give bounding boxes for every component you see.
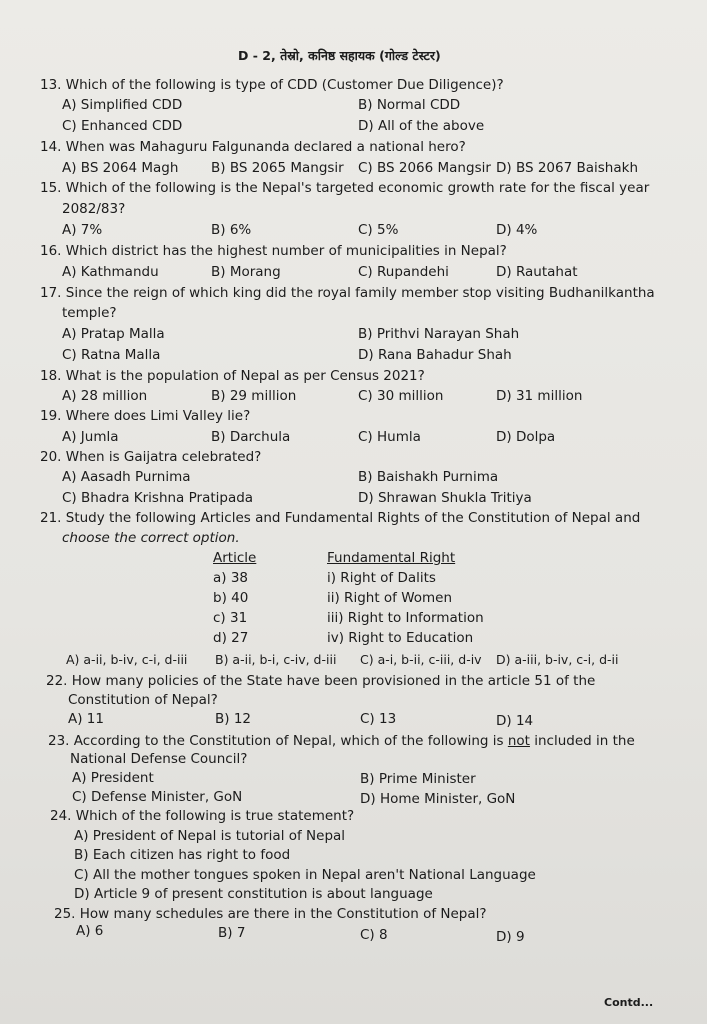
q14-option-b: B) BS 2065 Mangsir [211,160,344,176]
question-23 [48,733,635,749]
page-header: D - 2, तेस्रो, कनिष्ठ सहायक (गोल्ड टेस्टर) [238,48,441,63]
continued-note: Contd... [604,996,654,1009]
question-15: 15. Which of the following is the Nepal's targeted economic growth rate for the fiscal year [40,180,650,196]
q24-option-b: B) Each citizen has right to food [74,847,291,863]
q17-option-d: D) Rana Bahadur Shah [358,347,512,363]
q19-option-c: C) Humla [358,429,421,445]
q16-option-a: A) Kathmandu [62,264,159,280]
question-24: 24. Which of the following is true statement? [50,808,355,824]
question-18: 18. What is the population of Nepal as per Census 2021? [40,368,425,384]
q15-option-d: D) 4% [496,222,538,238]
table-header-article: Article [213,550,257,566]
q16-option-b: B) Morang [211,264,281,280]
q17-option-a: A) Pratap Malla [62,326,165,342]
q14-option-a: A) BS 2064 Magh [62,160,179,176]
question-22: 22. How many policies of the State have been provisioned in the article 51 of the [46,673,596,689]
q17-option-c: C) Ratna Malla [62,347,161,363]
q13-option-d: D) All of the above [358,118,485,134]
table-cell-article: d) 27 [213,630,249,646]
q14-option-c: C) BS 2066 Mangsir [358,160,491,176]
q15-option-a: A) 7% [62,222,103,238]
question-17-cont: temple? [62,305,117,321]
q23-option-d: D) Home Minister, GoN [360,791,516,807]
q21-option-d: D) a-iii, b-iv, c-i, d-ii [496,652,619,667]
question-19: 19. Where does Limi Valley lie? [40,408,251,424]
q18-option-d: D) 31 million [496,388,583,404]
q20-option-d: D) Shrawan Shukla Tritiya [358,490,532,506]
q18-option-a: A) 28 million [62,388,148,404]
table-cell-right: iii) Right to Information [327,610,484,626]
table-cell-article: b) 40 [213,590,249,606]
q13-option-a: A) Simplified CDD [62,97,183,113]
table-cell-article: a) 38 [213,570,249,586]
q24-option-a: A) President of Nepal is tutorial of Nepal [74,828,346,844]
question-23-not: not [507,733,530,749]
q22-option-d: D) 14 [496,713,534,729]
q19-option-a: A) Jumla [62,429,119,445]
q18-option-b: B) 29 million [211,388,297,404]
question-23-cont: National Defense Council? [70,751,248,767]
question-25: 25. How many schedules are there in the Constitution of Nepal? [54,906,487,922]
q18-option-c: C) 30 million [358,388,444,404]
q14-option-d: D) BS 2067 Baishakh [496,160,639,176]
table-cell-right: iv) Right to Education [327,630,474,646]
question-22-cont: Constitution of Nepal? [68,692,218,708]
q20-option-c: C) Bhadra Krishna Pratipada [62,490,254,506]
question-23-text-a: 23. According to the Constitution of Nepal, which of the following is [48,733,504,749]
question-20: 20. When is Gaijatra celebrated? [40,449,262,465]
question-13: 13. Which of the following is type of CDD (Customer Due Diligence)? [40,77,504,93]
table-cell-article: c) 31 [213,610,248,626]
q25-option-b: B) 7 [218,925,246,941]
question-23-text-b: included in the [534,733,635,749]
q13-option-c: C) Enhanced CDD [62,118,183,134]
q21-option-a: A) a-ii, b-iv, c-i, d-iii [66,652,188,667]
q23-option-b: B) Prime Minister [360,771,476,787]
q22-option-b: B) 12 [215,711,251,727]
q22-option-a: A) 11 [68,711,104,727]
q13-option-b: B) Normal CDD [358,97,461,113]
q19-option-b: B) Darchula [211,429,291,445]
question-21-cont: choose the correct option. [62,530,240,546]
q25-option-a: A) 6 [76,923,104,939]
q22-option-c: C) 13 [360,711,397,727]
question-21: 21. Study the following Articles and Fundamental Rights of the Constitution of Nepal and [40,510,641,526]
question-16: 16. Which district has the highest number of municipalities in Nepal? [40,243,507,259]
q16-option-c: C) Rupandehi [358,264,449,280]
table-header-right: Fundamental Right [327,550,456,566]
q15-option-c: C) 5% [358,222,399,238]
question-17: 17. Since the reign of which king did the royal family member stop visiting Budhanilkantha [40,285,655,301]
q20-option-a: A) Aasadh Purnima [62,469,191,485]
question-14: 14. When was Mahaguru Falgunanda declared a national hero? [40,139,466,155]
q24-option-d: D) Article 9 of present constitution is about language [74,886,433,902]
q24-option-c: C) All the mother tongues spoken in Nepal aren't National Language [74,867,536,883]
table-cell-right: i) Right of Dalits [327,570,436,586]
q17-option-b: B) Prithvi Narayan Shah [358,326,520,342]
q23-option-c: C) Defense Minister, GoN [72,789,243,805]
table-cell-right: ii) Right of Women [327,590,453,606]
q23-option-a: A) President [72,770,154,786]
q15-option-b: B) 6% [211,222,252,238]
q19-option-d: D) Dolpa [496,429,556,445]
q21-option-c: C) a-i, b-ii, c-iii, d-iv [360,652,482,667]
q25-option-c: C) 8 [360,927,388,943]
q21-option-b: B) a-ii, b-i, c-iv, d-iii [215,652,337,667]
q20-option-b: B) Baishakh Purnima [358,469,499,485]
q25-option-d: D) 9 [496,929,525,945]
q16-option-d: D) Rautahat [496,264,578,280]
question-15-cont: 2082/83? [62,201,126,217]
